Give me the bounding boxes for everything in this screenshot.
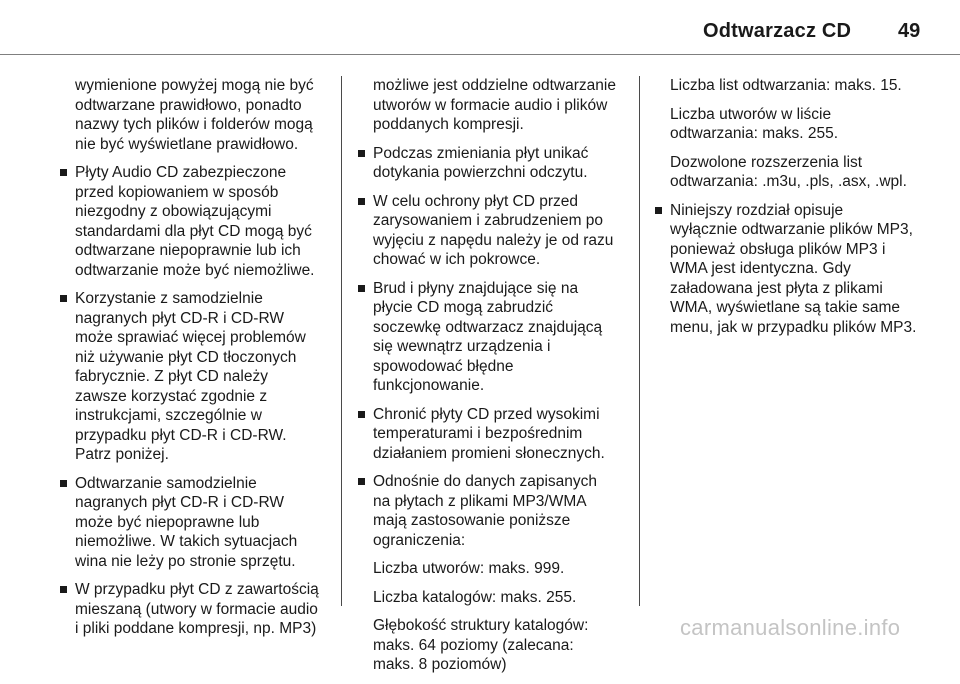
text-column-1 — [58, 76, 330, 648]
bullet-item: W przypadku płyt CD z zawartością mieszaną (utwory w formacie audio i pliki poddane kompresji, np. MP3) — [58, 580, 330, 639]
paragraph: Liczba list odtwarzania: maks. 15. — [670, 77, 902, 94]
column-divider — [341, 76, 342, 606]
text-column-3 — [653, 76, 925, 346]
page-header — [0, 0, 960, 55]
bullet-item: Podczas zmieniania płyt unikać dotykania powierzchni odczytu. — [356, 144, 628, 183]
bullet-item: Odnośnie do danych zapisanych na płytach z plikami MP3/WMA mają zastosowanie poniższe ograniczenia: — [356, 472, 628, 550]
paragraph: wymienione powyżej mogą nie być odtwarzane prawidłowo, ponadto nazwy tych plików i folderów mogą nie być wyświetlane prawidłowo. — [75, 77, 314, 153]
paragraph: Liczba utworów: maks. 999. — [373, 560, 565, 577]
bullet-item: Niniejszy rozdział opisuje wyłącznie odtwarzanie plików MP3, ponieważ obsługa plików MP3 i WMA jest identyczna. Gdy załadowana jest płyta z plikami WMA, wyświetlane są takie same menu, jak w przypadku plików MP3. — [653, 201, 925, 338]
bullet-item: Brud i płyny znajdujące się na płycie CD mogą zabrudzić soczewkę odtwarzacz znajdującą się wewnątrz urządzenia i spowodować błędne funkcjonowanie. — [356, 279, 628, 396]
paragraph: możliwe jest oddzielne odtwarzanie utworów w formacie audio i plików poddanych kompresji. — [373, 77, 616, 133]
bullet-item: Płyty Audio CD zabezpieczone przed kopiowaniem w sposób niezgodny z obowiązującymi standardami dla płyt CD mogą być odtwarzane niepoprawnie lub ich odtwarzanie może być niemożliwe. — [58, 163, 330, 280]
bullet-item: Korzystanie z samodzielnie nagranych płyt CD-R i CD-RW może sprawiać więcej problemów niż używanie płyt CD tłoczonych fabrycznie. Z płyt CD należy zawsze korzystać zgodnie z instrukcjami, szczególnie w przypadku płyt CD-R i CD-RW. Patrz poniżej. — [58, 289, 330, 465]
paragraph: Głębokość struktury katalogów: maks. 64 poziomy (zalecana: maks. 8 poziomów) — [373, 617, 589, 673]
bullet-item: Odtwarzanie samodzielnie nagranych płyt CD-R i CD-RW może być niepoprawne lub niemożliwe. W takich sytuacjach wina nie leży po stronie sprzętu. — [58, 474, 330, 572]
text-column-2 — [356, 76, 628, 684]
bullet-item: Chronić płyty CD przed wysokimi temperaturami i bezpośrednim działaniem promieni słonecznych. — [356, 405, 628, 464]
bullet-item: W celu ochrony płyt CD przed zarysowaniem i zabrudzeniem po wyjęciu z napędu należy je od razu chować w ich pokrowce. — [356, 192, 628, 270]
paragraph: Liczba katalogów: maks. 255. — [373, 588, 577, 606]
watermark: carmanualsonline.info — [680, 615, 901, 640]
paragraph: Dozwolone rozszerzenia list odtwarzania: .m3u, .pls, .asx, .wpl. — [670, 153, 907, 190]
page-number: 49 — [898, 20, 921, 42]
paragraph: Liczba utworów w liście odtwarzania: maks. 255. — [670, 105, 839, 142]
header-divider — [0, 54, 960, 55]
column-divider — [639, 76, 640, 606]
page-title: Odtwarzacz CD — [703, 20, 852, 42]
